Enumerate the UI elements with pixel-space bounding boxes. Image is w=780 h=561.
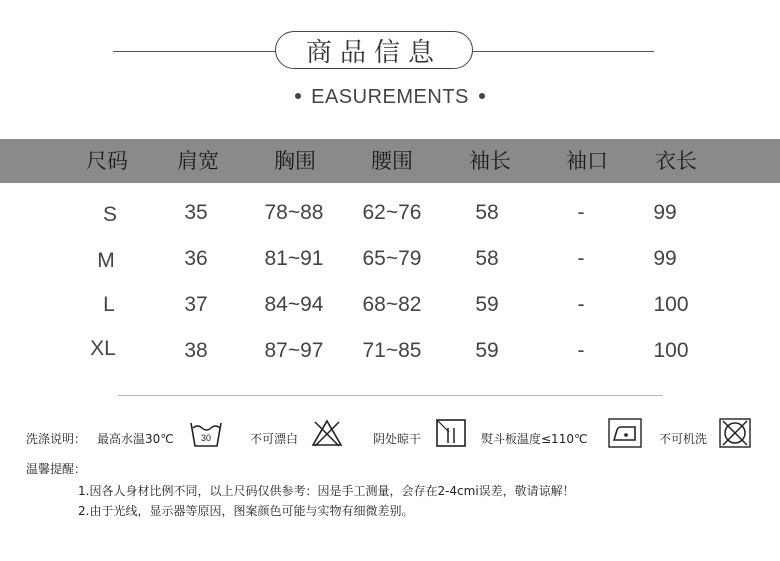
bullet-dot-icon	[295, 93, 301, 99]
cell-chest: 84~94	[264, 293, 324, 316]
care-label: 洗涤说明：	[26, 432, 87, 446]
cell-length: 99	[653, 201, 677, 224]
tips-line-2: 2.由于光线，显示器等原因，图案颜色可能与实物有细微差别。	[78, 504, 414, 518]
cell-length: 99	[653, 247, 677, 270]
cell-waist: 71~85	[362, 339, 422, 362]
cell-size: M	[97, 249, 115, 272]
page-title: 商品信息	[275, 31, 473, 69]
cell-waist: 65~79	[362, 247, 422, 270]
col-header-length: 衣长	[655, 149, 697, 173]
col-header-waist: 腰围	[371, 149, 413, 173]
tips-line-1: 1.因各人身材比例不同，以上尺码仅供参考：因是手工测量，会存在2-4cmi误差，敬请谅解！	[78, 484, 575, 498]
cell-cuff: -	[577, 201, 585, 224]
cell-cuff: -	[577, 293, 585, 316]
header-line-right	[472, 51, 654, 52]
no-bleach-icon	[311, 418, 343, 452]
divider	[118, 395, 663, 396]
bullet-dot-icon	[479, 93, 485, 99]
page-subtitle	[0, 86, 780, 109]
tips-label: 温馨提醒：	[26, 462, 87, 476]
cell-shoulder: 35	[184, 201, 208, 224]
dry-in-shade-icon	[435, 418, 467, 452]
wash-temp-label: 30	[200, 433, 212, 443]
no-machine-wash-icon	[719, 418, 751, 452]
col-header-size: 尺码	[86, 149, 128, 173]
header-line-left	[113, 51, 276, 52]
cell-length: 100	[653, 339, 689, 362]
cell-cuff: -	[577, 339, 585, 362]
cell-size: XL	[90, 337, 116, 360]
care-text-no-machine-wash: 不可机洗	[659, 432, 708, 446]
cell-sleeve-length: 58	[475, 201, 499, 224]
cell-chest: 78~88	[264, 201, 324, 224]
care-text-no-bleach: 不可漂白	[250, 432, 299, 446]
col-header-chest: 胸围	[274, 149, 316, 173]
cell-size: S	[102, 203, 118, 226]
cell-size: L	[103, 293, 115, 316]
subtitle-text: EASUREMENTS	[311, 86, 469, 108]
cell-shoulder: 37	[184, 293, 208, 316]
care-text-wash: 最高水温30℃	[97, 432, 174, 446]
cell-shoulder: 36	[184, 247, 208, 270]
col-header-cuff: 袖口	[566, 149, 608, 173]
cell-sleeve-length: 59	[475, 293, 499, 316]
col-header-sleeve-length: 袖长	[469, 149, 511, 173]
col-header-shoulder: 肩宽	[177, 149, 219, 173]
cell-cuff: -	[577, 247, 585, 270]
cell-chest: 87~97	[264, 339, 324, 362]
cell-waist: 68~82	[362, 293, 422, 316]
cell-length: 100	[653, 293, 689, 316]
cell-chest: 81~91	[264, 247, 324, 270]
care-text-iron: 熨斗板温度≤110℃	[481, 432, 588, 446]
wash-30-icon	[189, 419, 223, 453]
cell-sleeve-length: 58	[475, 247, 499, 270]
care-text-dry-shade: 阴处晾干	[373, 432, 422, 446]
cell-shoulder: 38	[184, 339, 208, 362]
cell-sleeve-length: 59	[475, 339, 499, 362]
iron-low-icon	[608, 418, 642, 452]
cell-waist: 62~76	[362, 201, 422, 224]
